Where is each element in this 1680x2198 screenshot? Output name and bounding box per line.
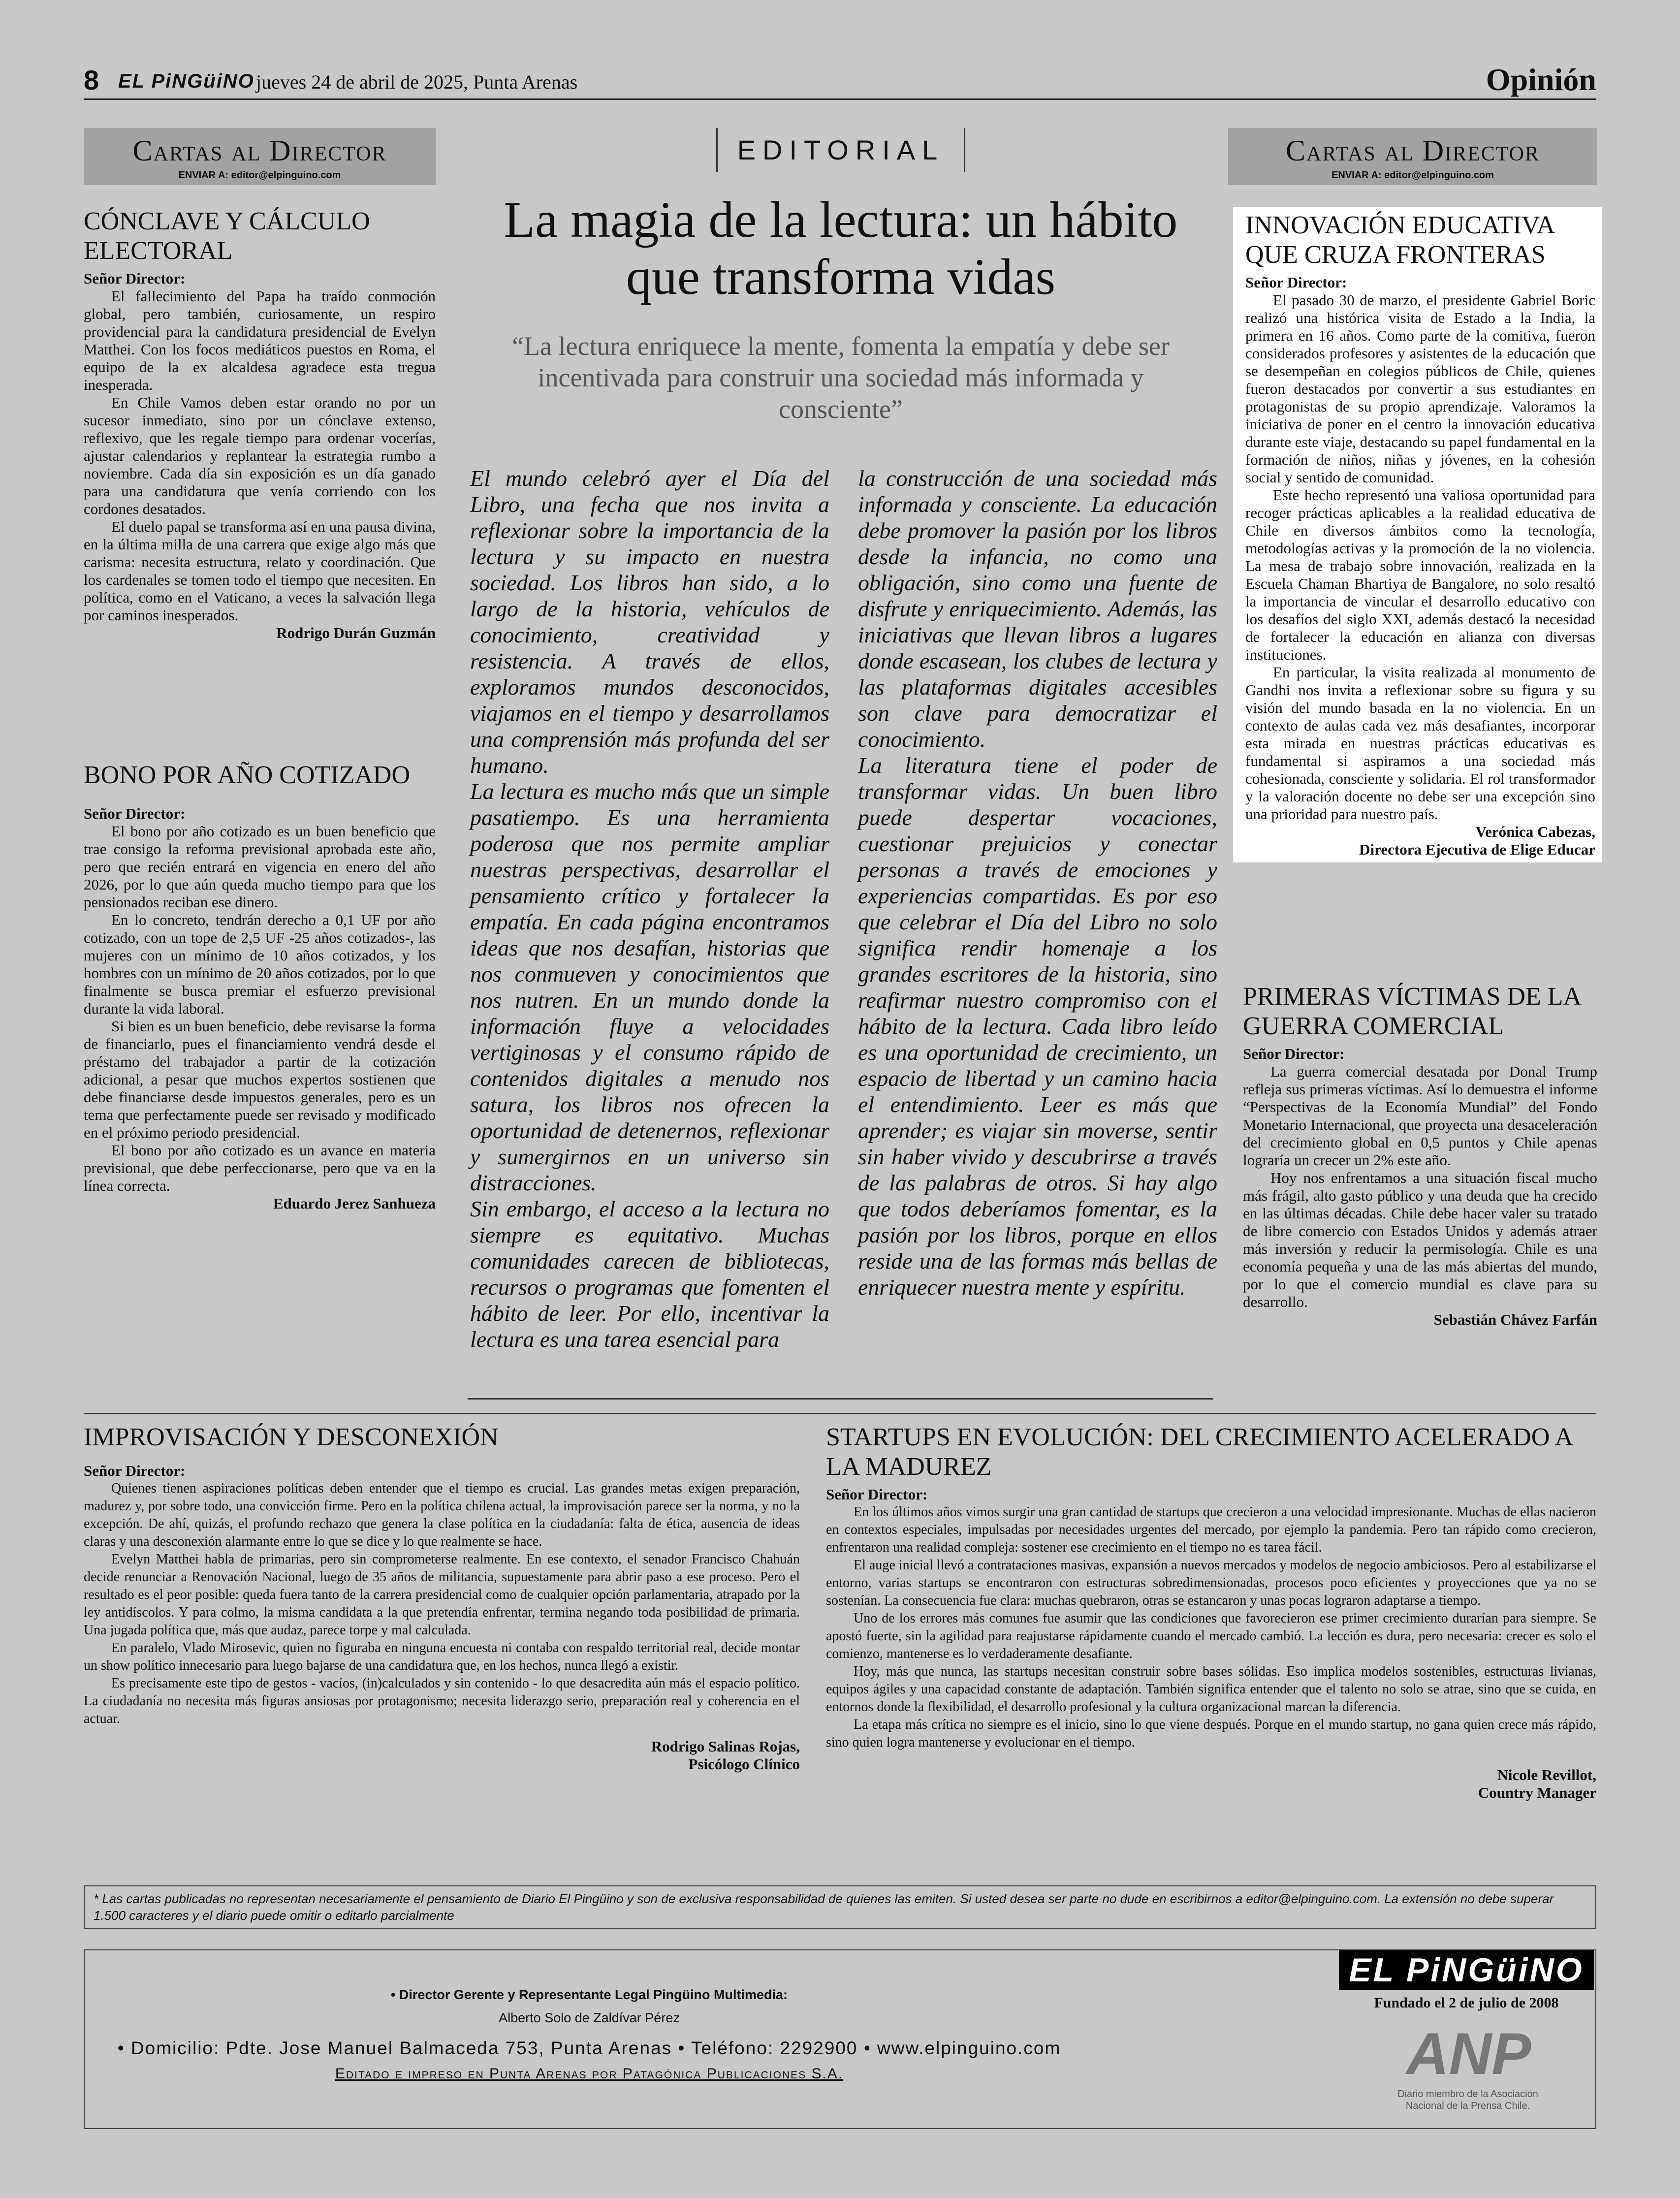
letter-startups [826, 1423, 1596, 1802]
paragraph: En Chile Vamos deben estar orando no por un sucesor inmediato, sino por un cónclave extenso, reflexivo, que les regale tiempo para ordenar vocerías, ajustar calendarios y replantear la estrategia rumbo a noviembre. Cada día sin exposición es un día ganado para una candidatura que venía corriendo con los cordones desatados. [84, 394, 436, 517]
paragraph: Sin embargo, el acceso a la lectura no siempre es equitativo. Muchas comunidades carecen de bibliotecas, recursos o programas que fomenten el hábito de leer. Por ello, incentivar la lectura es una tarea esencial para [470, 1196, 829, 1352]
editorial-title: La magia de la lectura: un hábito que transforma vidas [504, 191, 1178, 305]
paragraph: El mundo celebró ayer el Día del Libro, una fecha que nos invita a reflexionar sobre la importancia de la lectura y su impacto en nuestra sociedad. Los libros han sido, a lo largo de la historia, vehículos de conocimiento, creatividad y resistencia. A través de ellos, exploramos mundos desconocidos, viajamos en el tiempo y desarrollamos una comprensión más profunda del ser humano. [470, 466, 829, 778]
letter-bono [84, 761, 436, 1212]
paragraph: En particular, la visita realizada al monumento de Gandhi nos invita a reflexionar sobre su figura y su visión del mundo basada en la no violencia. En un contexto de aulas cada vez más desafiantes, incorporar esta mirada en nuestras prácticas educativas es fundamental si aspiramos a una sociedad más cohesionada, consciente y solidaria. El rol transformador y la valoración docente no debe ser una excepción sino una prioridad para nuestro país. [1245, 664, 1595, 823]
salutation: Señor Director: [1243, 1045, 1345, 1062]
contact-line: • Domicilio: Pdte. Jose Manuel Balmaceda 753, Punta Arenas • Teléfono: 2292900 • www.elpinguino.com [117, 2038, 1061, 2058]
letter-improvisacion [84, 1423, 800, 1773]
founded: Fundado el 2 de julio de 2008 [1374, 1995, 1559, 2011]
letter-guerra [1243, 982, 1597, 1329]
signature: Rodrigo Durán Guzmán [276, 624, 436, 641]
paragraph: En los últimos años vimos surgir una gran cantidad de startups que crecieron a una velocidad impresionante. Muchas de ellas nacieron en contextos especiales, impulsadas por necesidades urgentes del mercado, por ejemplo la pandemia. Pero tan rápido como crecieron, enfrentaron una realidad compleja: sostener ese crecimiento en el tiempo no es tarea fácil. [826, 1504, 1596, 1555]
letter-title: PRIMERAS VÍCTIMAS DE LA GUERRA COMERCIAL [1243, 983, 1581, 1040]
brand-name: EL PiNGüiNO [118, 70, 254, 92]
director-label: • Director Gerente y Representante Legal Pingüino Multimedia: [390, 1987, 788, 2002]
section-divider [84, 1413, 1596, 1414]
salutation: Señor Director: [84, 270, 186, 287]
salutation: Señor Director: [84, 805, 186, 822]
disclaimer: * Las cartas publicadas no representan necesariamente el pensamiento de Diario El Pingüino y son de exclusiva responsabilidad de quienes las emiten. Si usted desea ser parte no dude en escribirnos a editor@elpinguino.com. La extensión no debe superar 1.500 caracteres y el diario puede omitir o editarlo parcialmente [84, 1885, 1596, 1929]
paragraph: la construcción de una sociedad más informada y consciente. La educación debe promover la pasión por los libros desde la infancia, no como una obligación, sino como una fuente de disfrute y enriquecimiento. Además, las iniciativas que llevan libros a lugares donde escasean, los clubes de lectura y las plataformas digitales accesibles son clave para democratizar el conocimiento. [858, 466, 1217, 752]
editorial-column-1 [470, 465, 829, 1352]
cartas-banner-right [1228, 128, 1597, 185]
cartas-banner-left [84, 128, 436, 185]
cartas-email: ENVIAR A: editor@elpinguino.com [178, 170, 341, 181]
letter-title: INNOVACIÓN EDUCATIVA QUE CRUZA FRONTERAS [1245, 211, 1554, 269]
letter-title: CÓNCLAVE Y CÁLCULO ELECTORAL [84, 207, 370, 265]
editorial-column-2 [858, 465, 1217, 1300]
salutation: Señor Director: [1245, 274, 1347, 291]
footer [84, 1949, 1596, 2129]
paragraph: Evelyn Matthei habla de primarias, pero sin comprometerse realmente. En ese contexto, el senador Francisco Chahuán decide renunciar a Renovación Nacional, luego de 35 años de militancia, supuestamente para abrir paso a ese proceso. Pero el resultado es el peor posible: queda fuera tanto de la carrera presidencial como de cualquier opción parlamentaria, atrapado por la ley antidíscolos. Y para colmo, la misma candidata a la que pretendía enfrentar, termina negando toda posibilidad de primaria. Una jugada política que, más que audaz, parece torpe y mal calculada. [84, 1552, 800, 1638]
section-title: Opinión [1486, 62, 1596, 97]
editorial [469, 128, 1212, 425]
page-number: 8 [84, 64, 99, 96]
editorial-rule [468, 1398, 1213, 1400]
paragraph: En paralelo, Vlado Mirosevic, quien no figuraba en ninguna encuesta ni contaba con respaldo territorial real, decide montar un show político innecesario para luego bajarse de una candidatura que, en los hechos, nunca llegó a existir. [84, 1640, 800, 1673]
logo: EL PiNGüiNO [1339, 1950, 1594, 1990]
letter-title: STARTUPS EN EVOLUCIÓN: DEL CRECIMIENTO ACELERADO A LA MADUREZ [826, 1423, 1572, 1481]
signature-role: Directora Ejecutiva de Elige Educar [1359, 841, 1595, 858]
paragraph: Este hecho representó una valiosa oportunidad para recoger prácticas aplicables a la realidad educativa de Chile en diversos ámbitos como la tecnología, metodologías activas y la promoción de la no violencia. La mesa de trabajo sobre innovación, realizada en la Escuela Chaman Bhartiya de Bangalore, no solo resaltó la importancia de vincular el desarrollo educativo con los desafíos del siglo XXI, además destacó la necesidad de fortalecer la educación en alianza con diversas instituciones. [1245, 486, 1595, 663]
paragraph: Si bien es un buen beneficio, debe revisarse la forma de financiarlo, pues el financiamiento vendrá desde el préstamo del trabajador a partir de la cotización adicional, a pesar que muchos expertos sostienen que debe financiarse desde impuestos generales, pero es un tema que perfectamente puede ser revisado y modificado en el próximo periodo presidencial. [84, 1018, 436, 1141]
signature: Sebastián Chávez Farfán [1433, 1311, 1597, 1328]
paragraph: La etapa más crítica no siempre es el inicio, sino lo que viene después. Porque en el mundo startup, no gana quien crece más rápido, sino quien logra mantenerse y evolucionar en el tiempo. [826, 1717, 1596, 1750]
salutation: Señor Director: [84, 1462, 186, 1479]
paragraph: El bono por año cotizado es un buen beneficio que trae consigo la reforma previsional aprobada este año, pero que recién entrará en vigencia en enero del año 2026, por lo que aún queda mucho tiempo para que los pensionados reciban ese dinero. [84, 823, 436, 911]
editorial-label: EDITORIAL [716, 128, 966, 172]
paragraph: El bono por año cotizado es un avance en materia previsional, que debe perfeccionarse, pero que va en la línea correcta. [84, 1142, 436, 1194]
editorial-quote: “La lectura enriquece la mente, fomenta la empatía y debe ser incentivada para construir una sociedad más informada y consciente” [512, 331, 1170, 424]
paragraph: Uno de los errores más comunes fue asumir que las condiciones que favorecieron ese primer crecimiento durarían para siempre. Se apostó fuerte, sin la agilidad para reajustarse rápidamente cuando el mercado cambió. La lección es dura, pero necesaria: crecer es solo el comienzo, mantenerse es lo verdaderamente desafiante. [826, 1611, 1596, 1661]
signature: Eduardo Jerez Sanhueza [273, 1195, 436, 1212]
paragraph: La literatura tiene el poder de transformar vidas. Un buen libro puede despertar vocaciones, cuestionar prejuicios y conectar personas a través de emociones y experiencias compartidas. Es por eso que celebrar el Día del Libro no solo significa rendir homenaje a los grandes escritores de la historia, sino reafirmar nuestro compromiso con el hábito de la lectura. Cada libro leído es una oportunidad de crecimiento, un espacio de libertad y un camino hacia el entendimiento. Leer es más que aprender; es viajar sin moverse, sentir sin haber vivido y descubrirse a través de las palabras de otros. Si hay algo que todos deberíamos fomentar, es la pasión por los libros, porque en ellos reside una de las formas más bellas de enriquecer nuestra mente y espíritu. [858, 753, 1217, 1300]
printed-by: Editado e impreso en Punta Arenas por Patagónica Publicaciones S.A. [335, 2066, 844, 2082]
paragraph: Quienes tienen aspiraciones políticas deben entender que el tiempo es crucial. Las grandes metas exigen preparación, madurez y, por sobre todo, una convicción firme. Pero en la política chilena actual, la improvisación parece ser la norma, y no la excepción. De ahí, quizás, el profundo rechazo que genera la clase política en la ciudadanía: falta de ética, ausencia de ideas claras y una desconexión alarmante entre lo que se dice y lo que realmente se hace. [84, 1481, 800, 1549]
paragraph: Hoy nos enfrentamos a una situación fiscal mucho más frágil, alto gasto público y una deuda que ha crecido en las últimas décadas. Chile debe hacer valer su tratado de libre comercio con Estados Unidos y además atraer más inversión y reducir la permisología. Chile es una economía pequeña y una de las más abiertas del mundo, por lo que el comercio mundial es clave para su desarrollo. [1243, 1169, 1597, 1310]
paragraph: La guerra comercial desatada por Donal Trump refleja sus primeras víctimas. Así lo demuestra el informe “Perspectivas de la Economía Mundial” del Fondo Monetario Internacional, que proyecta una desaceleración del crecimiento global en 0,5 puntos y Chile apenas lograría un crecer un 2% este año. [1243, 1063, 1597, 1169]
header-rule [84, 98, 1596, 100]
salutation: Señor Director: [826, 1486, 928, 1503]
anp-logo: ANP [1406, 2021, 1531, 2087]
paragraph: La lectura es mucho más que un simple pasatiempo. Es una herramienta poderosa que nos permite ampliar nuestras perspectivas, desarrollar el pensamiento crítico y fortalecer la empatía. En cada página encontramos ideas que nos desafían, historias que nos conmueven y conocimientos que nos nutren. En un mundo donde la información fluye a velocidades vertiginosas y el consumo rápido de contenidos digitales a menudo nos satura, los libros nos ofrecen la oportunidad de detenernos, reflexionar y sumergirnos en un universo sin distracciones. [470, 779, 829, 1195]
paragraph: Hoy, más que nunca, las startups necesitan construir sobre bases sólidas. Eso implica modelos sostenibles, estructuras livianas, equipos ágiles y una capacidad constante de adaptación. También significa entender que el talento no solo se atrae, sino que se cuida, en entornos donde la flexibilidad, el desarrollo profesional y la cultura organizacional marcan la diferencia. [826, 1664, 1596, 1715]
paragraph: El fallecimiento del Papa ha traído conmoción global, pero también, curiosamente, un respiro providencial para la candidatura presidencial de Evelyn Matthei. Con los focos mediáticos puestos en Roma, el equipo de la ex alcaldesa agradece esta tregua inesperada. [84, 287, 436, 393]
signature: Nicole Revillot, [1497, 1766, 1596, 1784]
signature-role: Country Manager [1478, 1784, 1596, 1801]
signature: Rodrigo Salinas Rojas, [651, 1738, 800, 1755]
letter-conclave [84, 207, 436, 642]
paragraph: El auge inicial llevó a contrataciones masivas, expansión a nuevos mercados y modelos de negocio ambiciosos. Pero al estabilizarse el entorno, varias startups se encontraron con estructuras sobredimensionadas, procesos poco eficientes y proyecciones que ya no se sostenían. La consecuencia fue clara: muchas quebraron, otras se estancaron y unas pocas lograron adaptarse a tiempo. [826, 1558, 1596, 1608]
letter-title: IMPROVISACIÓN Y DESCONEXIÓN [84, 1423, 499, 1451]
paragraph: El pasado 30 de marzo, el presidente Gabriel Boric realizó una histórica visita de Estado a la India, la primera en 16 años. Como parte de la comitiva, fueron considerados profesores y asistentes de la educación que se desempeñan en colegios públicos de Chile, quienes fueron destacados por convertir a sus estudiantes en protagonistas de su propio aprendizaje. Valoramos la iniciativa de poner en el centro la innovación educativa durante este viaje, destacando su papel fundamental en la formación de niños, niñas y jóvenes, en la cohesión social y sentido de comunidad. [1245, 291, 1595, 486]
date-line: jueves 24 de abril de 2025, Punta Arenas [256, 71, 578, 93]
signature-role: Psicólogo Clínico [688, 1755, 800, 1773]
paragraph: Es precisamente este tipo de gestos - vacíos, (in)calculados y sin contenido - lo que desacredita aún más el espacio político. La ciudadanía no necesita más figuras ansiosas por protagonismo; necesita liderazgo serio, preparación real y coherencia en el actuar. [84, 1676, 800, 1726]
cartas-title: Cartas al Director [1285, 134, 1540, 167]
letter-innovacion [1233, 207, 1602, 862]
cartas-email: ENVIAR A: editor@elpinguino.com [1331, 170, 1494, 181]
anp-caption: Diario miembro de la Asociación Nacional de la Prensa Chile. [1397, 2089, 1538, 2111]
letter-title: BONO POR AÑO COTIZADO [84, 761, 411, 789]
cartas-title: Cartas al Director [132, 134, 387, 167]
director-name: Alberto Solo de Zaldívar Pérez [499, 2010, 680, 2025]
paragraph: En lo concreto, tendrán derecho a 0,1 UF por año cotizado, con un tope de 2,5 UF -25 años cotizados-, las mujeres con un mínimo de 10 años cotizados, y los hombres con un mínimo de 20 años cotizados, por lo que finalmente se busca premiar el esfuerzo previsional durante la vida laboral. [84, 911, 436, 1017]
paragraph: El duelo papal se transforma así en una pausa divina, en la última milla de una carrera que exige algo más que carisma: necesita estructura, relato y coordinación. Que los cardenales se tomen todo el tiempo que necesiten. En política, como en el Vaticano, a veces la salvación llega por caminos inesperados. [84, 518, 436, 624]
signature: Verónica Cabezas, [1475, 823, 1595, 840]
